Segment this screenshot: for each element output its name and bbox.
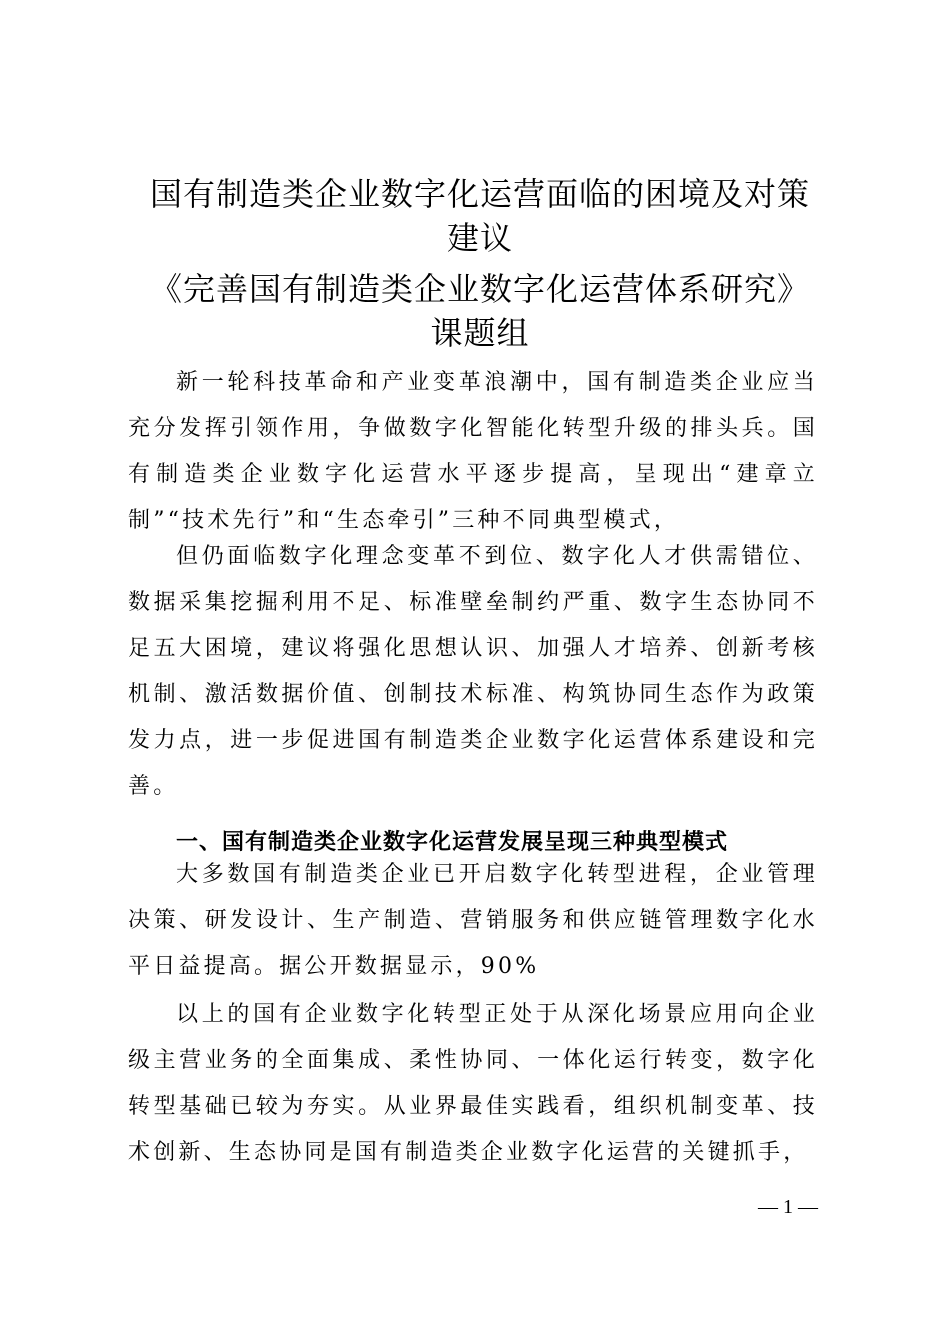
section-paragraph-2: 以上的国有企业数字化转型正处于从深化场景应用向企业级主营业务的全面集成、柔性协同、一体化运行转变，数字化转型基础已较为夯实。从业界最佳实践看，组织机制变革、技术创新、生态协同是国有制造类企业数字化运营的关键抓手， [128,1002,818,1165]
section-paragraph-1: 大多数国有制造类企业已开启数字化转型进程，企业管理决策、研发设计、生产制造、营销服务和供应链管理数字化水平日益提高。据公开数据显示，90% [128,862,818,979]
title-line-1: 国有制造类企业数字化运营面临的困境及对策 [149,175,810,213]
section-heading: 一、国有制造类企业数字化运营发展呈现三种典型模式 [176,830,729,855]
subtitle-line-1: 《完善国有制造类企业数字化运营体系研究》 [149,270,810,308]
intro-paragraph-2: 但仍面临数字化理念变革不到位、数字化人才供需错位、数据采集挖掘利用不足、标准壁垒制约严重、数字生态协同不足五大困境，建议将强化思想认识、加强人才培养、创新考核机制、激活数据价值、创制技术标准、构筑协同生态作为政策发力点，进一步促进国有制造类企业数字化运营体系建设和完善。 [128,544,818,799]
title-line-2: 建议 [446,219,513,257]
intro-paragraph-1: 新一轮科技革命和产业变革浪潮中，国有制造类企业应当充分发挥引领作用，争做数字化智能化转型升级的排头兵。国有制造类企业数字化运营水平逐步提高，呈现出“建章立制”“技术先行”和“生态牵引”三种不同典型模式， [128,370,818,533]
page-number: — 1 — [758,1196,818,1218]
subtitle-line-2: 课题组 [430,314,530,352]
